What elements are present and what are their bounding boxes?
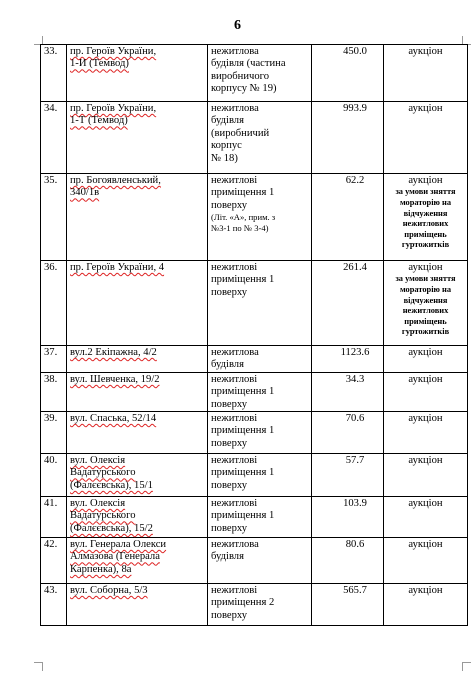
description-line: нежитлова: [211, 46, 259, 57]
table-row: [41, 102, 468, 174]
method-condition-note: гуртожитків: [401, 327, 450, 337]
row-number-cell: [41, 174, 67, 261]
area-value: 261.4: [343, 262, 367, 273]
address-line: пр. Героїв України,: [70, 46, 157, 57]
address-line: вул. Генерала Олекси: [70, 539, 167, 551]
address-line: (Фалєєвська), 15/1: [70, 479, 153, 491]
area-value: 993.9: [343, 103, 367, 114]
address-line: пр. Богоявленський,: [70, 175, 161, 186]
description-line: корпус: [211, 140, 242, 152]
description-cell: [208, 372, 312, 411]
description-line: нежитлова: [211, 347, 259, 358]
description-line: будівля (частина: [211, 58, 286, 70]
method-cell: [384, 412, 468, 454]
method-condition-note: гуртожитків: [401, 240, 450, 250]
method-cell: [384, 45, 468, 102]
method-condition-note: мораторію на: [399, 285, 452, 294]
row-number: 39.: [44, 413, 58, 425]
row-number: 34.: [44, 103, 58, 114]
area-value: 34.3: [345, 373, 365, 385]
area-cell: [312, 261, 384, 346]
description-cell: [208, 45, 312, 102]
table-row: [41, 174, 468, 261]
page-number: 6: [234, 18, 241, 33]
method-value: аукціон: [408, 46, 443, 57]
row-number: 41.: [44, 498, 58, 510]
method-value: аукціон: [408, 373, 443, 385]
description-line: корпусу № 19): [211, 83, 277, 95]
address-line: вул. Спаська, 52/14: [70, 413, 157, 425]
margin-mark-bottom-right: [462, 662, 471, 671]
description-line: нежитлова: [211, 103, 259, 114]
row-number: 35.: [44, 175, 58, 186]
method-value: аукціон: [408, 175, 443, 186]
description-line: виробничого: [211, 70, 269, 82]
table-row: [41, 412, 468, 454]
address-cell: [67, 497, 208, 538]
area-value: 565.7: [343, 585, 367, 597]
method-value: аукціон: [408, 498, 443, 510]
method-value: аукціон: [408, 539, 443, 551]
description-line: нежитлові: [211, 498, 258, 510]
table-row: [41, 261, 468, 346]
method-condition-note: відчуження: [403, 208, 448, 218]
method-cell: [384, 102, 468, 174]
address-line: Карпенка), 8а: [70, 563, 132, 575]
description-line: поверху: [211, 522, 248, 534]
address-cell: [67, 538, 208, 584]
address-line: вул. Олексія: [70, 455, 126, 467]
address-cell: [67, 174, 208, 261]
address-line: пр. Героїв України,: [70, 103, 157, 114]
description-line: нежитлові: [211, 175, 258, 186]
description-line: нежитлові: [211, 373, 258, 385]
row-number: 37.: [44, 347, 58, 358]
method-cell: [384, 454, 468, 497]
row-number: 38.: [44, 373, 58, 385]
description-line: приміщення 2: [211, 597, 275, 609]
method-condition-note: за умови зняття: [395, 274, 456, 284]
description-cell: [208, 584, 312, 626]
description-line: поверху: [211, 479, 248, 491]
area-cell: [312, 102, 384, 174]
row-number-cell: [41, 454, 67, 497]
area-value: 103.9: [343, 498, 367, 510]
method-cell: [384, 174, 468, 261]
table-row: [41, 584, 468, 626]
method-value: аукціон: [408, 262, 443, 273]
address-line: 340/1в: [70, 187, 100, 199]
table-row: [41, 372, 468, 411]
method-condition-note: нежитлових: [402, 219, 449, 229]
row-number-cell: [41, 584, 67, 626]
row-number: 43.: [44, 585, 58, 597]
method-cell: [384, 346, 468, 373]
description-line: (виробничий: [211, 127, 270, 139]
description-line: будівля: [211, 115, 244, 127]
address-cell: [67, 346, 208, 373]
area-cell: [312, 174, 384, 261]
table-row: [41, 454, 468, 497]
row-number: 42.: [44, 539, 58, 551]
method-value: аукціон: [408, 103, 443, 114]
description-line: поверху: [211, 398, 248, 410]
row-number-cell: [41, 497, 67, 538]
description-cell: [208, 346, 312, 373]
address-line: Алмазова (Генерала: [70, 551, 160, 563]
method-condition-note: мораторію на: [399, 198, 452, 207]
description-line: будівля: [211, 359, 244, 371]
description-line: нежитлові: [211, 455, 258, 467]
method-condition-note: відчуження: [403, 295, 448, 305]
method-cell: [384, 584, 468, 626]
method-value: аукціон: [408, 413, 443, 425]
description-line: нежитлова: [211, 539, 259, 551]
address-cell: [67, 584, 208, 626]
address-line: вул. Шевченка, 19/2: [70, 373, 160, 385]
description-cell: [208, 538, 312, 584]
area-value: 62.2: [345, 175, 365, 186]
description-line: приміщення 1: [211, 425, 275, 437]
description-cell: [208, 102, 312, 174]
table-row: [41, 45, 468, 102]
margin-mark-bottom-left: [34, 662, 43, 671]
method-value: аукціон: [408, 347, 443, 358]
table-row: [41, 538, 468, 584]
row-number-cell: [41, 346, 67, 373]
description-note: №3-1 по № 3-4): [211, 222, 269, 233]
description-line: нежитлові: [211, 585, 258, 597]
description-line: приміщення 1: [211, 467, 275, 479]
area-cell: [312, 372, 384, 411]
method-cell: [384, 538, 468, 584]
description-cell: [208, 454, 312, 497]
address-line: вул. Олексія: [70, 498, 126, 510]
address-line: 1-Т (Темвод): [70, 115, 128, 127]
area-cell: [312, 454, 384, 497]
row-number: 40.: [44, 455, 58, 467]
description-line: поверху: [211, 199, 248, 211]
area-cell: [312, 584, 384, 626]
description-line: № 18): [211, 152, 238, 164]
description-cell: [208, 412, 312, 454]
area-value: 80.6: [345, 539, 365, 551]
description-line: поверху: [211, 609, 248, 621]
row-number-cell: [41, 45, 67, 102]
row-number: 36.: [44, 262, 58, 273]
row-number-cell: [41, 102, 67, 174]
description-line: нежитлові: [211, 413, 258, 425]
method-cell: [384, 497, 468, 538]
address-line: Вадатурського: [70, 510, 136, 522]
row-number-cell: [41, 412, 67, 454]
row-number: 33.: [44, 46, 58, 57]
address-line: вул.2 Екіпажна, 4/2: [70, 347, 157, 358]
area-value: 57.7: [345, 455, 365, 467]
row-number-cell: [41, 538, 67, 584]
table-row: [41, 346, 468, 373]
address-cell: [67, 372, 208, 411]
method-condition-note: приміщень: [404, 316, 447, 326]
method-value: аукціон: [408, 455, 443, 467]
address-line: (Фалєєвська), 15/2: [70, 522, 153, 534]
area-cell: [312, 412, 384, 454]
description-note: (Літ. «А», прим. з: [211, 212, 276, 223]
table-row: [41, 497, 468, 538]
area-value: 450.0: [343, 46, 367, 57]
description-line: нежитлові: [211, 262, 258, 273]
area-value: 70.6: [345, 413, 365, 425]
description-line: будівля: [211, 551, 244, 563]
description-cell: [208, 497, 312, 538]
description-line: поверху: [211, 437, 248, 449]
address-cell: [67, 412, 208, 454]
address-cell: [67, 454, 208, 497]
row-number-cell: [41, 261, 67, 346]
area-cell: [312, 346, 384, 373]
description-line: приміщення 1: [211, 187, 275, 199]
description-cell: [208, 174, 312, 261]
description-line: приміщення 1: [211, 274, 275, 286]
address-line: 1-И (Темвод): [70, 58, 129, 70]
address-cell: [67, 261, 208, 346]
method-value: аукціон: [408, 585, 443, 597]
address-cell: [67, 45, 208, 102]
method-condition-note: за умови зняття: [395, 187, 456, 197]
method-cell: [384, 372, 468, 411]
area-cell: [312, 45, 384, 102]
description-cell: [208, 261, 312, 346]
method-cell: [384, 261, 468, 346]
address-line: пр. Героїв України, 4: [70, 262, 165, 273]
row-number-cell: [41, 372, 67, 411]
area-value: 1123.6: [340, 347, 370, 358]
description-line: приміщення 1: [211, 510, 275, 522]
description-line: поверху: [211, 286, 248, 298]
area-cell: [312, 538, 384, 584]
property-table: [40, 44, 468, 626]
method-condition-note: нежитлових: [402, 306, 449, 316]
address-cell: [67, 102, 208, 174]
address-line: вул. Соборна, 5/3: [70, 585, 148, 597]
method-condition-note: приміщень: [404, 229, 447, 239]
address-line: Вадатурського: [70, 467, 136, 479]
area-cell: [312, 497, 384, 538]
description-line: приміщення 1: [211, 386, 275, 398]
